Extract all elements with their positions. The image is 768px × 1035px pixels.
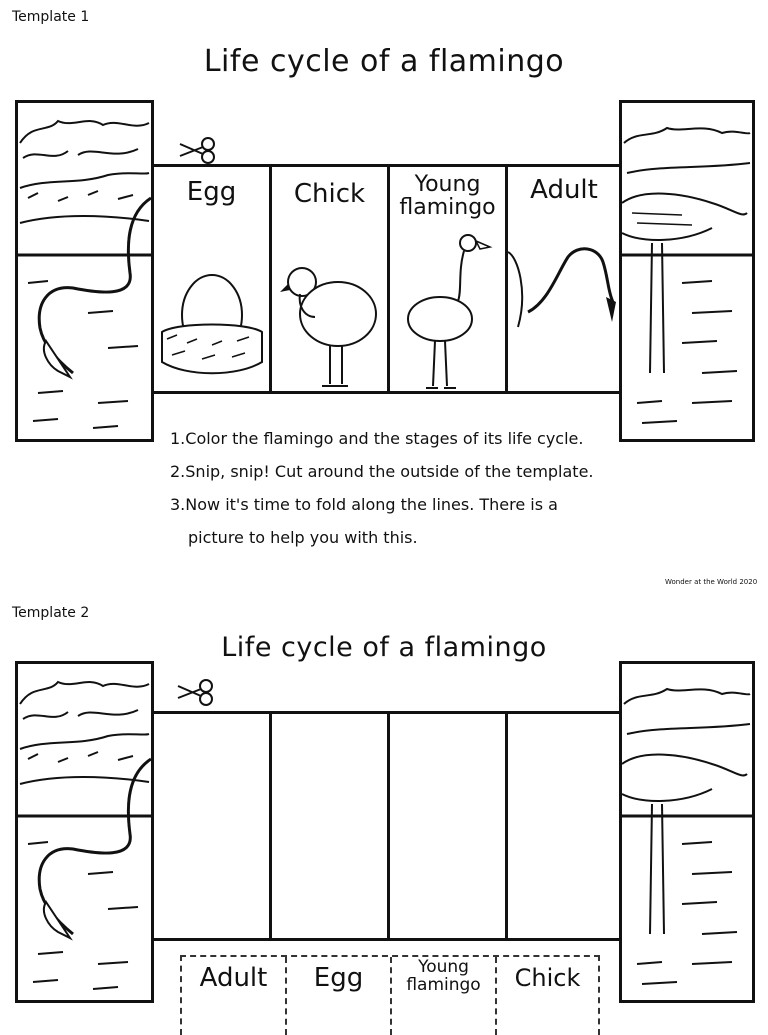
stage-label-young-flamingo: Young flamingo [399, 172, 496, 221]
stage-cell-adult [508, 167, 620, 391]
stage-label-adult: Adult [530, 175, 598, 205]
instruction-item: 1.Color the flamingo and the stages of its life cycle. [170, 429, 584, 448]
cutout-label-chick: Chick [514, 964, 581, 992]
right-scene-panel [619, 100, 755, 442]
cutout-cell-chick [497, 957, 598, 1035]
blank-cell [390, 714, 508, 938]
instruction-item: 2.Snip, snip! Cut around the outside of the template. [170, 462, 594, 481]
young-flamingo-illustration [400, 231, 500, 393]
stage-cell-egg [154, 167, 272, 391]
blank-cell [154, 714, 272, 938]
left-scene-panel [15, 100, 154, 442]
left-scene-panel-2 [15, 661, 154, 1003]
blank-cell [272, 714, 390, 938]
template-2-title: Life cycle of a flamingo [221, 632, 547, 663]
blank-stage-strip [151, 711, 623, 941]
chick-illustration [280, 262, 385, 392]
right-scene-panel-2 [619, 661, 755, 1003]
cutout-cell-adult [182, 957, 287, 1035]
scissors-icon [178, 136, 218, 164]
stage-strip [151, 164, 623, 394]
adult-flamingo-head-illustration [508, 242, 620, 337]
cutout-label-adult: Adult [199, 963, 268, 993]
flamingo-wading-illustration [622, 103, 752, 439]
instructions-list [170, 422, 594, 554]
flamingo-drinking-illustration [18, 103, 151, 439]
blank-cell [508, 714, 620, 938]
template-2-label: Template 2 [12, 605, 90, 621]
template-1-title: Life cycle of a flamingo [203, 44, 565, 79]
stage-label-chick: Chick [293, 179, 366, 209]
flamingo-drinking-illustration [18, 664, 151, 1000]
flamingo-wading-illustration [622, 664, 752, 1000]
egg-in-nest-illustration [157, 267, 267, 387]
template-1-label: Template 1 [12, 9, 90, 25]
instruction-item: picture to help you with this. [188, 528, 418, 547]
stage-label-egg: Egg [186, 177, 237, 207]
cutout-label-young-flamingo: Young flamingo [406, 957, 481, 995]
stage-cell-young-flamingo [390, 167, 508, 391]
cutout-cell-young-flamingo [392, 957, 497, 1035]
cutout-label-egg: Egg [313, 963, 364, 993]
cutout-labels-row [180, 955, 600, 1035]
footer-credit: Wonder at the World 2020 [665, 578, 758, 586]
stage-cell-chick [272, 167, 390, 391]
cutout-cell-egg [287, 957, 392, 1035]
instruction-item: 3.Now it's time to fold along the lines. There is a [170, 495, 558, 514]
scissors-icon [176, 678, 216, 706]
